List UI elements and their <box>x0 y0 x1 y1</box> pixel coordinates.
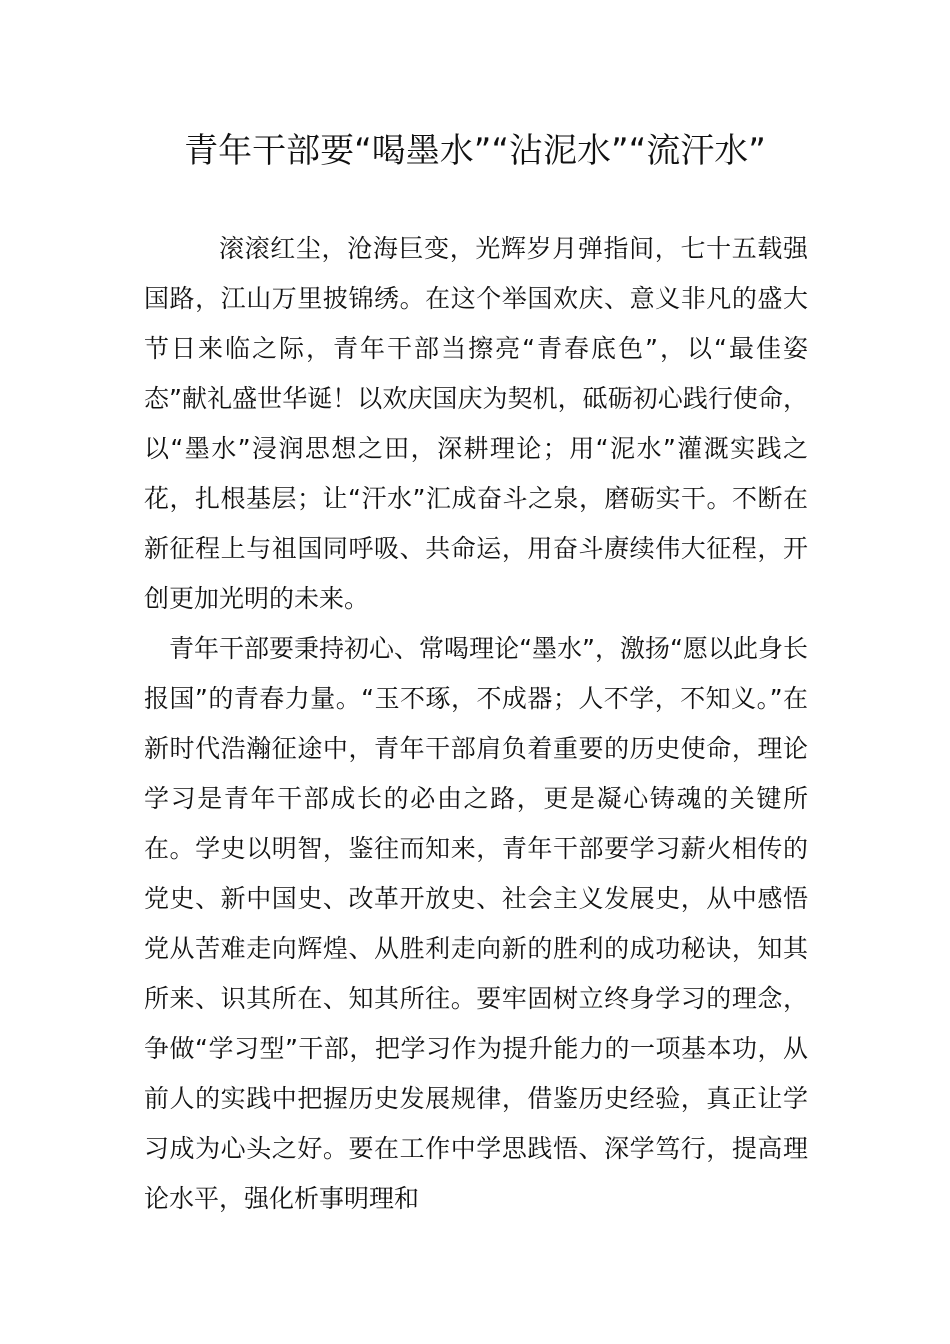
paragraph-theory: 青年干部要秉持初心、常喝理论“墨水”，激扬“愿以此身长报国”的青春力量。“玉不琢，不成器；人不学，不知义。”在新时代浩瀚征途中，青年干部肩负着重要的历史使命，理论学习是青年干部成长的必由之路，更是凝心铸魂的关键所在。学史以明智，鉴往而知来，青年干部要学习薪火相传的党史、新中国史、改革开放史、社会主义发展史，从中感悟党从苦难走向辉煌、从胜利走向新的胜利的成功秘诀，知其所来、识其所在、知其所往。要牢固树立终身学习的理念，争做“学习型”干部，把学习作为提升能力的一项基本功，从前人的实践中把握历史发展规律，借鉴历史经验，真正让学习成为心头之好。要在工作中学思践悟、深学笃行，提高理论水平，强化析事明理和 <box>144 634 808 1213</box>
document-title: 青年干部要“喝墨水”“沾泥水”“流汗水” <box>184 131 766 171</box>
paragraph-intro: 滚滚红尘，沧海巨变，光辉岁月弹指间，七十五载强国路，江山万里披锦绣。在这个举国欢庆、意义非凡的盛大节日来临之际，青年干部当擦亮“青春底色”，以“最佳姿态”献礼盛世华诞！以欢庆国庆为契机，砥砺初心践行使命，以“墨水”浸润思想之田，深耕理论；用“泥水”灌溉实践之花，扎根基层；让“汗水”汇成奋斗之泉，磨砺实干。不断在新征程上与祖国同呼吸、共命运，用奋斗赓续伟大征程，开创更加光明的未来。 <box>144 234 808 613</box>
